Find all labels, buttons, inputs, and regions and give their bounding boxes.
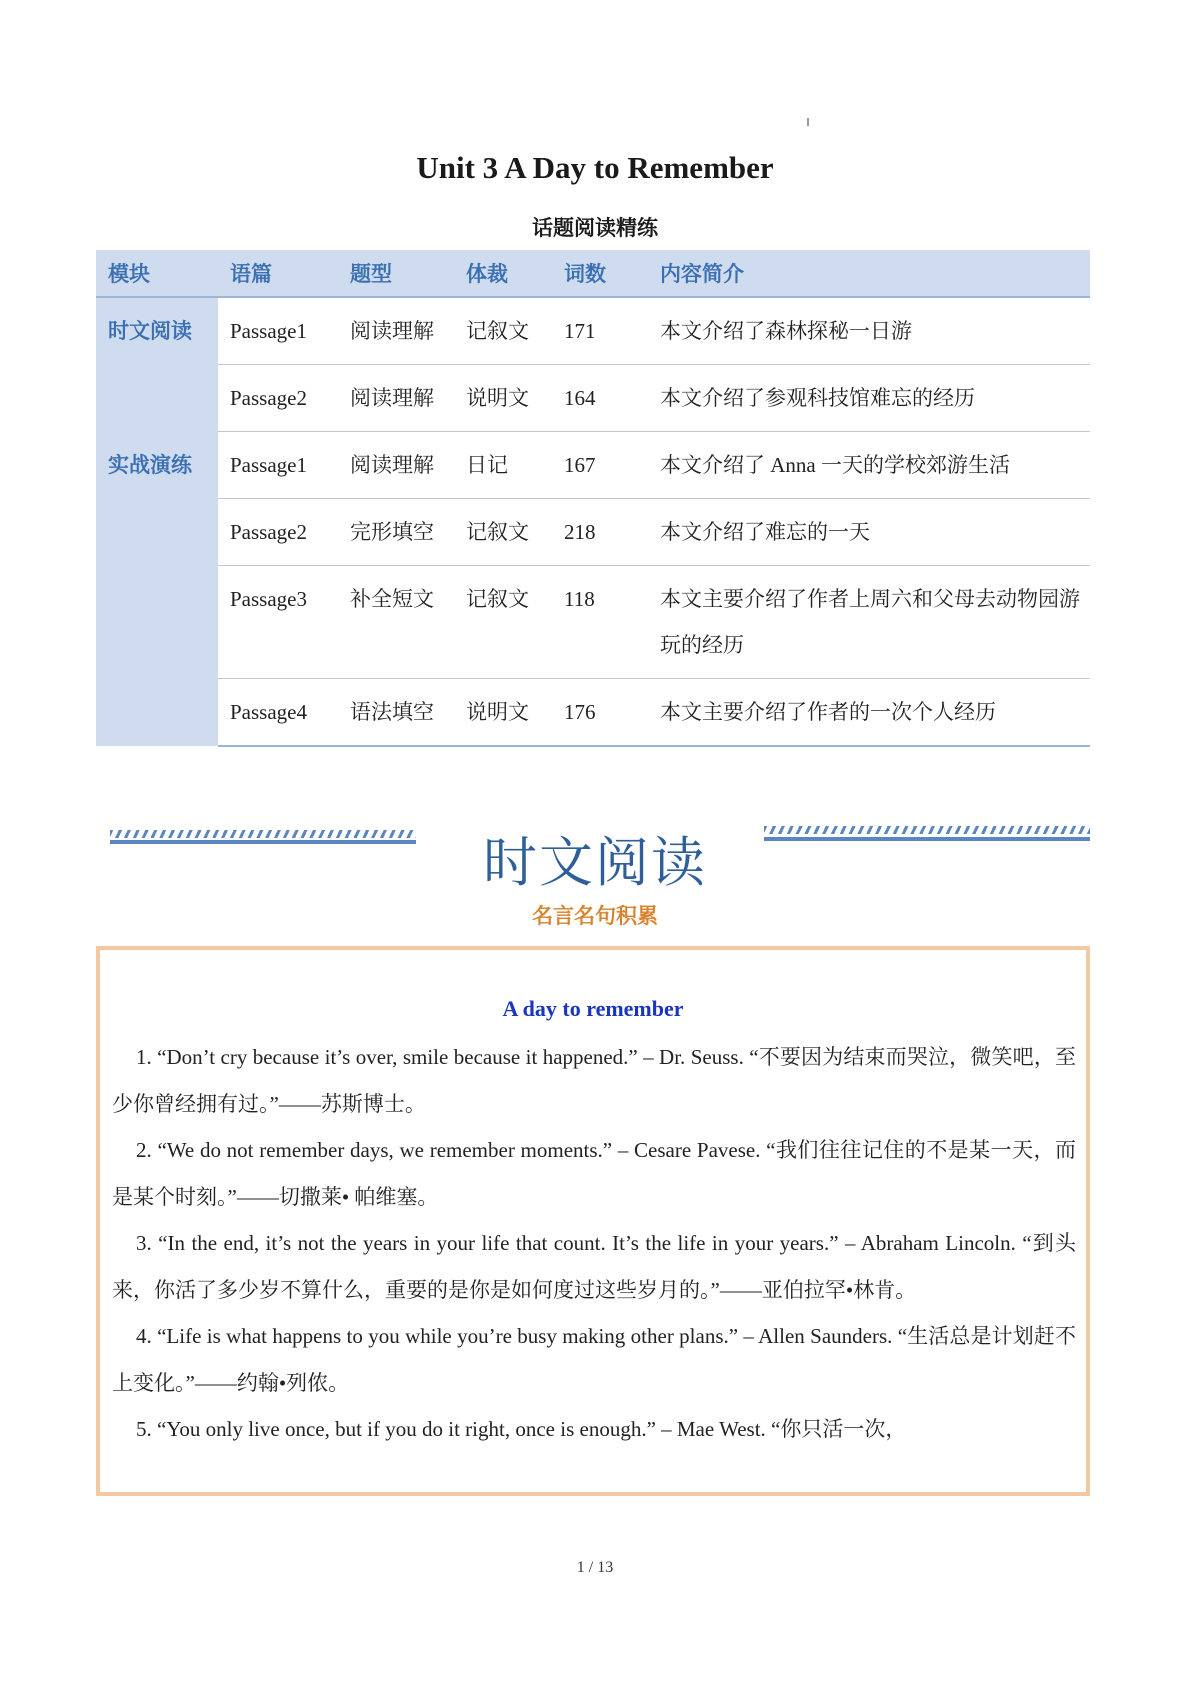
column-header: 词数 [552, 250, 648, 297]
genre-cell: 说明文 [454, 679, 552, 747]
type-cell: 阅读理解 [338, 297, 454, 365]
table-header-row [96, 250, 1090, 297]
type-cell: 完形填空 [338, 499, 454, 566]
type-cell: 阅读理解 [338, 365, 454, 432]
quote-list [112, 1034, 1076, 1453]
page-mark [807, 118, 809, 126]
table-row [96, 566, 1090, 679]
quote-item: 2. “We do not remember days, we remember moments.” – Cesare Pavese. “我们往往记住的不是某一天，而是某个时刻。”——切撒莱• 帕维塞。 [112, 1138, 1076, 1209]
summary-cell: 本文介绍了难忘的一天 [648, 499, 1090, 566]
words-cell: 176 [552, 679, 648, 747]
table-row [96, 365, 1090, 432]
passage-cell: Passage4 [218, 679, 338, 747]
type-cell: 补全短文 [338, 566, 454, 679]
column-header: 内容简介 [648, 250, 1090, 297]
column-header: 体裁 [454, 250, 552, 297]
words-cell: 218 [552, 499, 648, 566]
summary-cell: 本文介绍了 Anna 一天的学校郊游生活 [648, 432, 1090, 499]
passage-cell: Passage2 [218, 499, 338, 566]
words-cell: 171 [552, 297, 648, 365]
quote-item: 5. “You only live once, but if you do it right, once is enough.” – Mae West. “你只活一次， [136, 1417, 907, 1441]
section-title: 时文阅读 [483, 831, 707, 894]
column-header: 题型 [338, 250, 454, 297]
passage-cell: Passage3 [218, 566, 338, 679]
table-row [96, 297, 1090, 365]
quote-item: 1. “Don’t cry because it’s over, smile because it happened.” – Dr. Seuss. “不要因为结束而哭泣，微笑吧，至少你曾经拥有过。”——苏斯博士。 [112, 1045, 1076, 1116]
overview-subtitle: 话题阅读精练 [532, 216, 658, 240]
type-cell: 阅读理解 [338, 432, 454, 499]
type-cell: 语法填空 [338, 679, 454, 747]
section-subtitle: 名言名句积累 [532, 904, 658, 928]
summary-cell: 本文主要介绍了作者上周六和父母去动物园游玩的经历 [648, 566, 1090, 679]
table-row [96, 679, 1090, 747]
column-header: 语篇 [218, 250, 338, 297]
table-row [96, 432, 1090, 499]
table-row [96, 499, 1090, 566]
summary-cell: 本文介绍了森林探秘一日游 [648, 297, 1090, 365]
summary-cell: 本文主要介绍了作者的一次个人经历 [648, 679, 1090, 747]
passage-cell: Passage1 [218, 297, 338, 365]
genre-cell: 记叙文 [454, 499, 552, 566]
words-cell: 118 [552, 566, 648, 679]
overview-table [96, 250, 1090, 747]
genre-cell: 记叙文 [454, 297, 552, 365]
quote-box [96, 946, 1090, 1496]
module-cell: 实战演练 [96, 432, 218, 747]
summary-cell: 本文介绍了参观科技馆难忘的经历 [648, 365, 1090, 432]
genre-cell: 记叙文 [454, 566, 552, 679]
words-cell: 167 [552, 432, 648, 499]
quote-item: 4. “Life is what happens to you while you’re busy making other plans.” – Allen Saunders. “生活总是计划赶不上变化。”——约翰•列侬。 [112, 1324, 1076, 1395]
module-cell: 时文阅读 [96, 297, 218, 432]
unit-title: Unit 3 A Day to Remember [416, 150, 774, 185]
passage-cell: Passage1 [218, 432, 338, 499]
quote-box-title: A day to remember [502, 996, 684, 1021]
genre-cell: 日记 [454, 432, 552, 499]
passage-cell: Passage2 [218, 365, 338, 432]
column-header: 模块 [96, 250, 218, 297]
page-number: 1 / 13 [576, 1559, 614, 1576]
quote-item: 3. “In the end, it’s not the years in your life that count. It’s the life in your years.” – Abraham Lincoln. “到头来，你活了多少岁不算什么，重要的是你是如何度过这些岁月的。”——亚伯拉罕•林肯。 [112, 1231, 1076, 1302]
words-cell: 164 [552, 365, 648, 432]
genre-cell: 说明文 [454, 365, 552, 432]
